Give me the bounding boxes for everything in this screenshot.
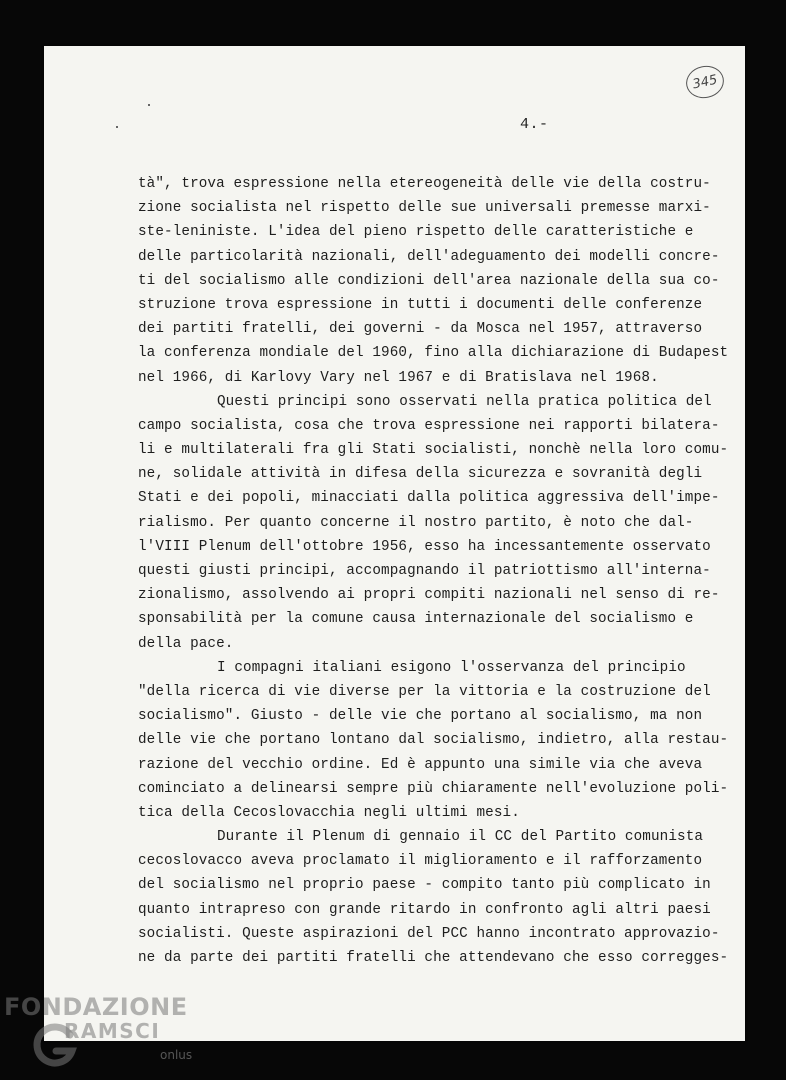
paper-speck bbox=[116, 126, 118, 128]
text-line: dei partiti fratelli, dei governi - da Mosca nel 1957, attraverso bbox=[138, 321, 703, 338]
fondazione-gramsci-watermark bbox=[4, 993, 204, 1073]
text-line: sponsabilità per la comune causa internazionale del socialismo e bbox=[138, 611, 694, 628]
paper-speck bbox=[148, 104, 150, 106]
archive-page-stamp: 345 bbox=[683, 62, 727, 101]
text-line: quanto intrapreso con grande ritardo in confronto agli altri paesi bbox=[138, 901, 711, 918]
text-line: campo socialista, cosa che trova espressione nei rapporti bilatera- bbox=[138, 417, 720, 434]
text-line: socialismo". Giusto - delle vie che portano al socialismo, ma non bbox=[138, 708, 703, 725]
text-line: della pace. bbox=[138, 635, 234, 652]
text-line: delle particolarità nazionali, dell'adeguamento dei modelli concre- bbox=[138, 248, 720, 265]
watermark-title: FONDAZIONE bbox=[4, 993, 188, 1021]
text-line: socialisti. Queste aspirazioni del PCC hanno incontrato approvazio- bbox=[138, 925, 720, 942]
text-line: l'VIII Plenum dell'ottobre 1956, esso ha incessantemente osservato bbox=[138, 538, 711, 555]
text-line: rialismo. Per quanto concerne il nostro partito, è noto che dal- bbox=[138, 514, 694, 531]
text-line: razione del vecchio ordine. Ed è appunto una simile via che aveva bbox=[138, 756, 703, 773]
typed-body-text bbox=[138, 172, 729, 970]
watermark-subtitle: RAMSCI bbox=[64, 1019, 161, 1043]
text-line: ne, solidale attività in difesa della sicurezza e sovranità degli bbox=[138, 466, 703, 483]
document-page bbox=[44, 46, 745, 1041]
text-line: zione socialista nel rispetto delle sue universali premesse marxi- bbox=[138, 200, 711, 217]
text-line: ne da parte dei partiti fratelli che attendevano che esso corregges- bbox=[138, 950, 729, 966]
paragraph-first-line: I compagni italiani esigono l'osservanza del principio bbox=[217, 659, 686, 676]
text-line: delle vie che portano lontano dal socialismo, indietro, alla restau- bbox=[138, 732, 729, 749]
page-number: 4.- bbox=[520, 116, 549, 133]
watermark-suffix: onlus bbox=[160, 1048, 193, 1062]
text-line: la conferenza mondiale del 1960, fino alla dichiarazione di Budapest bbox=[138, 345, 729, 362]
text-line: cominciato a delinearsi sempre più chiaramente nell'evoluzione poli- bbox=[138, 780, 729, 797]
text-line: del socialismo nel proprio paese - compito tanto più complicato in bbox=[138, 877, 711, 894]
text-line: questi giusti principi, accompagnando il patriottismo all'interna- bbox=[138, 563, 711, 579]
text-line: zionalismo, assolvendo ai propri compiti nazionali nel senso di re- bbox=[138, 587, 720, 604]
text-line: ti del socialismo alle condizioni dell'area nazionale della sua co- bbox=[138, 272, 720, 289]
paragraph-first-line: Questi principi sono osservati nella pratica politica del bbox=[217, 393, 712, 410]
text-line: cecoslovacco aveva proclamato il miglioramento e il rafforzamento bbox=[138, 853, 703, 870]
text-line: nel 1966, di Karlovy Vary nel 1967 e di Bratislava nel 1968. bbox=[138, 369, 659, 386]
text-line: tica della Cecoslovacchia negli ultimi mesi. bbox=[138, 804, 520, 821]
text-line: li e multilaterali fra gli Stati socialisti, nonchè nella loro comu- bbox=[138, 442, 729, 459]
text-line: "della ricerca di vie diverse per la vittoria e la costruzione del bbox=[138, 683, 711, 700]
paragraph-first-line: Durante il Plenum di gennaio il CC del Partito comunista bbox=[217, 829, 704, 846]
text-line: Stati e dei popoli, minacciati dalla politica aggressiva dell'impe- bbox=[138, 490, 720, 507]
text-line: struzione trova espressione in tutti i documenti delle conferenze bbox=[138, 296, 703, 313]
text-line: ste-leniniste. L'idea del pieno rispetto delle caratteristiche e bbox=[138, 224, 694, 241]
text-line: tà", trova espressione nella etereogeneità delle vie della costru- bbox=[138, 176, 711, 192]
